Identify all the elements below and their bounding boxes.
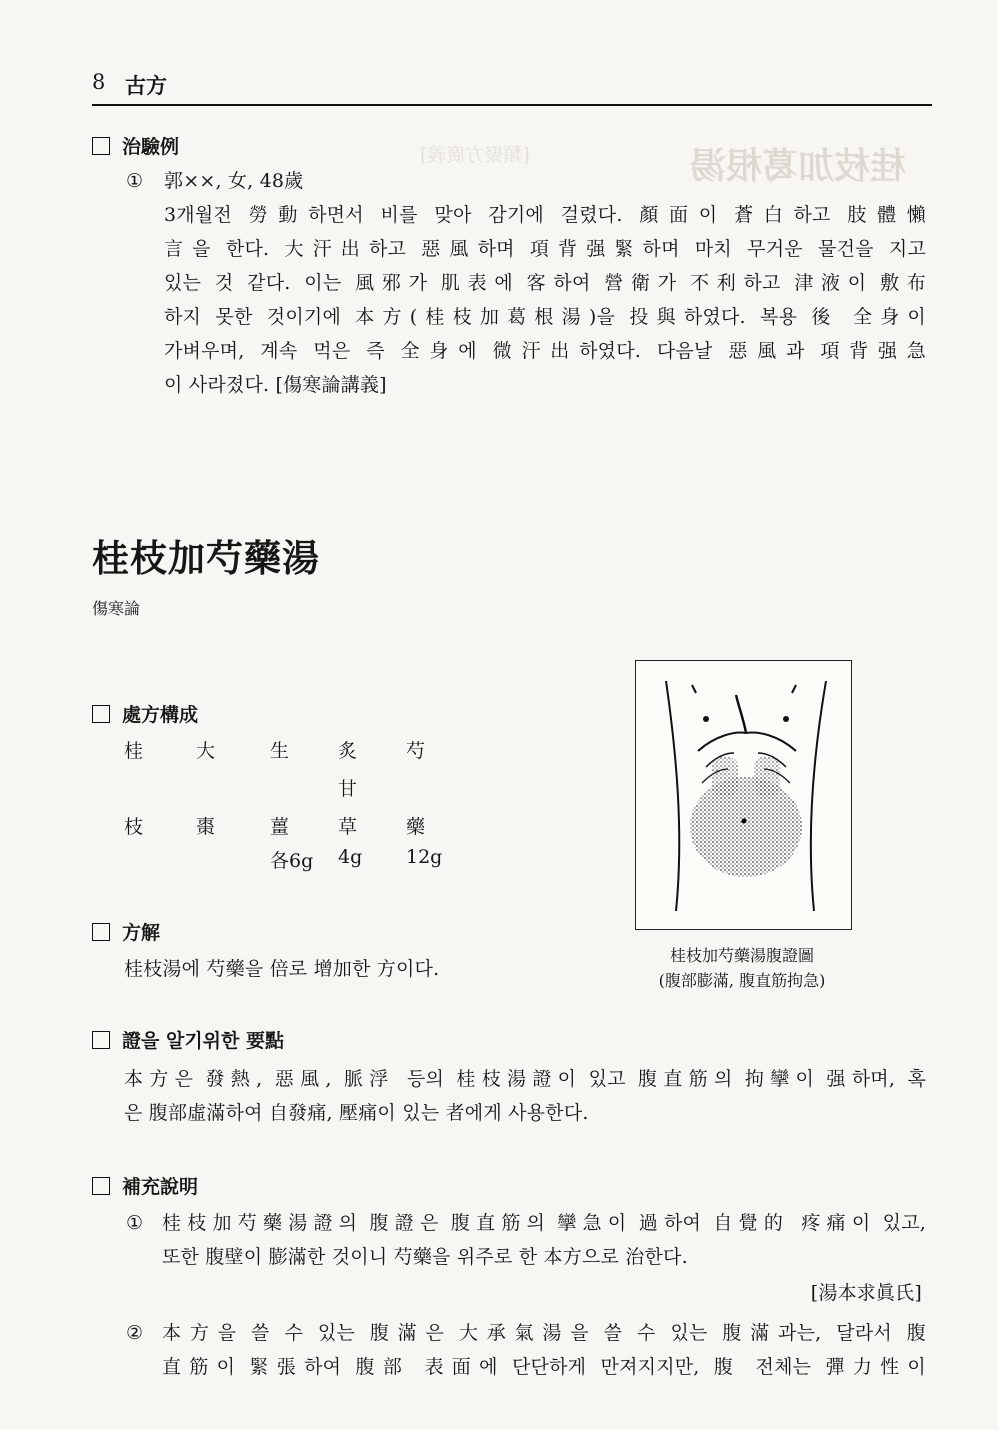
key-points-line: 本方은 發熱, 惡風, 脈浮 등의 桂枝湯證이 있고 腹直筋의 拘攣이 强하며, 혹 [124, 1068, 926, 1090]
fanghe-heading-label: 方解 [122, 922, 161, 944]
running-header-title: 古方 [125, 73, 167, 98]
herb-zao-char: 棗 [196, 816, 216, 838]
herb-jiang-dose: 各6g [270, 850, 314, 872]
herb-shaoyao-char: 藥 [406, 816, 426, 838]
case-line: 가벼우며, 계속 먹은 즉 全身에 微汗出하였다. 다음날 惡風과 項背强急 [164, 340, 926, 362]
header-rule [92, 104, 932, 106]
herb-gui-char: 枝 [124, 816, 144, 838]
case-line: 3개월전 勞動하면서 비를 맞아 감기에 걸렸다. 顏面이 蒼白하고 肢體懶 [164, 204, 926, 226]
supplement-heading [92, 1172, 198, 1199]
abdominal-figure [635, 660, 852, 930]
herb-gancao-dose: 4g [338, 846, 363, 868]
key-points-line: 은 腹部虛滿하여 自發痛, 壓痛이 있는 者에게 사용한다. [124, 1102, 589, 1124]
supplement-item1-marker: ① [126, 1212, 144, 1234]
supplement-item1-line: 桂枝加芍藥湯證의 腹證은 腹直筋의 攣急이 過하여 自覺的 疼痛이 있고, [162, 1212, 926, 1234]
supplement-item2-line: 本方을 쓸 수 있는 腹滿은 大承氣湯을 쓸 수 있는 腹滿과는, 달라서 腹 [162, 1322, 926, 1344]
case-line: 하지 못한 것이기에 本方(桂枝加葛根湯)을 投與하였다. 복용 後 全身이 [164, 306, 926, 328]
fanghe-heading [92, 918, 160, 945]
formula-title: 桂枝加芍藥湯 [92, 537, 320, 580]
checkbox-square-icon [92, 923, 110, 941]
herb-gancao-char: 炙 [338, 740, 358, 762]
prescription-heading [92, 700, 198, 727]
supplement-item1-body [162, 1206, 926, 1274]
case-line: 있는 것 같다. 이는 風邪가 肌表에 客하여 營衛가 不利하고 津液이 敷布 [164, 272, 926, 294]
prescription-heading-label: 處方構成 [122, 704, 199, 726]
bleed-through-title: 桂枝加葛根湯 [690, 146, 907, 187]
supplement-item1-citation: [湯本求眞氏] [810, 1282, 922, 1304]
checkbox-square-icon [92, 705, 110, 723]
supplement-item2-marker: ② [126, 1322, 144, 1344]
case-section-heading-label: 治驗例 [122, 136, 180, 158]
bleed-through-note: [類聚方廣義] [420, 144, 530, 166]
herb-jiang-char: 薑 [270, 816, 290, 838]
page-number: 8 [92, 70, 106, 94]
case-item-marker: ① [126, 170, 144, 192]
supplement-item2-body [162, 1316, 926, 1384]
herb-shaoyao-dose: 12g [406, 846, 443, 868]
supplement-item2-line: 直筋이 緊張하여 腹部 表面에 단단하게 만져지지만, 腹 전체는 彈力性이 [162, 1356, 926, 1378]
herb-gui-char: 桂 [124, 740, 144, 762]
fanghe-text: 桂枝湯에 芍藥을 倍로 增加한 方이다. [124, 958, 440, 980]
figure-caption-title: 桂枝加芍藥湯腹證圖 [669, 946, 814, 965]
supplement-item1-line: 또한 腹壁이 膨滿한 것이니 芍藥을 위주로 한 本方으로 治한다. [162, 1246, 688, 1268]
key-points-heading [92, 1026, 284, 1053]
formula-source: 傷寒論 [92, 599, 141, 618]
key-points-heading-label: 證을 알기위한 要點 [122, 1030, 284, 1052]
checkbox-square-icon [92, 1177, 110, 1195]
supplement-heading-label: 補充說明 [122, 1176, 199, 1198]
key-points-body [124, 1062, 926, 1130]
case-line: 이 사라졌다. [傷寒論講義] [164, 374, 387, 396]
herb-jiang-char: 生 [270, 740, 290, 762]
case-section-heading [92, 132, 179, 159]
herb-gancao-char: 草 [338, 816, 358, 838]
case-line: 言을 한다. 大汗出하고 惡風하며 項背强緊하며 마치 무거운 물건을 지고 [164, 238, 926, 260]
herb-shaoyao-char: 芍 [406, 740, 426, 762]
case-patient: 郭××, 女, 48歲 [164, 170, 304, 192]
abdomen-illustration [636, 661, 851, 929]
figure-caption-subtitle: (腹部膨滿, 腹直筋拘急) [658, 971, 826, 990]
checkbox-square-icon [92, 1031, 110, 1049]
herb-gancao-char: 甘 [338, 778, 358, 800]
checkbox-square-icon [92, 137, 110, 155]
herb-zao-char: 大 [196, 740, 216, 762]
case-body [164, 198, 926, 402]
